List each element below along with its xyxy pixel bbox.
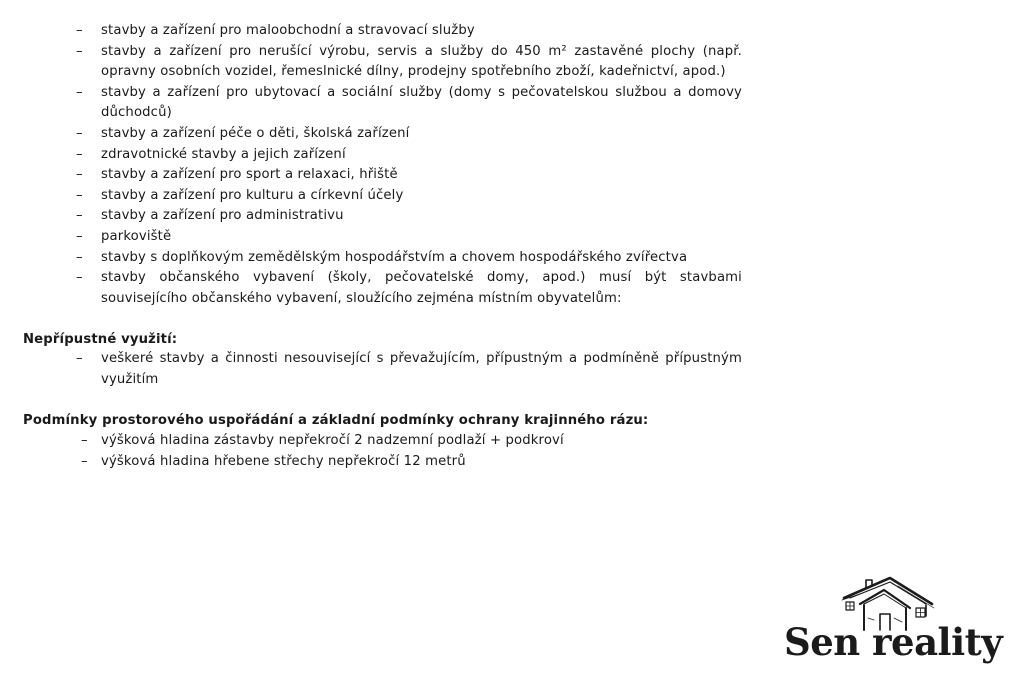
- list-item: [76, 145, 742, 166]
- list-item: [76, 349, 742, 390]
- list-item-text: stavby a zařízení pro nerušící výrobu, servis a služby do 450 m² zastavěné plochy (např. opravny osobních vozidel, řemeslnické dílny, prodejny spotřebního zboží, kadeřnictví, apod.): [101, 43, 742, 80]
- dash-bullet: –: [76, 249, 83, 265]
- list-item-text: stavby a zařízení pro maloobchodní a stravovací služby: [101, 23, 475, 38]
- sen-reality-logo: [778, 570, 1018, 676]
- list-item-text: stavby s doplňkovým zemědělským hospodářstvím a chovem hospodářského zvířectva: [101, 249, 688, 265]
- list-item: [81, 431, 742, 452]
- list-item-text: stavby občanského vybavení (školy, pečovatelské domy, apod.) musí být stavbami souvisejícího občanského vybavení, sloužícího zejména místním obyvatelům:: [101, 270, 742, 306]
- list-item: [76, 42, 742, 83]
- dash-bullet: –: [76, 351, 83, 366]
- list-item: [76, 21, 742, 42]
- section-heading-neprip: Nepřípustné využití:: [23, 332, 178, 347]
- spatial-conditions-list: [81, 431, 742, 472]
- dash-bullet: –: [76, 23, 83, 38]
- list-item: [76, 165, 742, 186]
- list-item-text: stavby a zařízení pro ubytovací a sociální služby (domy s pečovatelskou službou a domovy důchodců): [101, 84, 742, 121]
- allowed-uses-list: [76, 21, 742, 309]
- list-item: [76, 186, 742, 207]
- list-item: [76, 248, 742, 269]
- dash-bullet: –: [76, 125, 83, 141]
- dash-bullet: –: [76, 228, 83, 244]
- dash-bullet: –: [76, 187, 83, 203]
- list-item: [81, 452, 742, 473]
- list-item-text: výšková hladina zástavby nepřekročí 2 nadzemní podlaží + podkroví: [101, 433, 564, 448]
- list-item-text: stavby a zařízení pro administrativu: [101, 208, 344, 224]
- list-item: [76, 83, 742, 124]
- dash-bullet: –: [76, 146, 83, 162]
- dash-bullet: –: [76, 208, 83, 224]
- forbidden-uses-list: [76, 349, 742, 390]
- list-item-text: veškeré stavby a činnosti nesouvisející s převažujícím, přípustným a podmíněně přípustným využitím: [101, 351, 742, 387]
- list-item-text: stavby a zařízení pro kulturu a církevní účely: [101, 187, 404, 203]
- list-item: [76, 227, 742, 248]
- dash-bullet: –: [81, 453, 88, 469]
- dash-bullet: –: [81, 433, 88, 448]
- section-heading-podminky: Podmínky prostorového uspořádání a základní podmínky ochrany krajinného rázu:: [23, 413, 649, 428]
- list-item-text: parkoviště: [101, 228, 172, 244]
- dash-bullet: –: [76, 167, 83, 183]
- dash-bullet: –: [76, 270, 83, 286]
- list-item: [76, 206, 742, 227]
- dash-bullet: –: [76, 84, 83, 100]
- list-item-text: výšková hladina hřebene střechy nepřekročí 12 metrů: [101, 453, 466, 469]
- list-item-text: zdravotnické stavby a jejich zařízení: [101, 146, 346, 162]
- dash-bullet: –: [76, 43, 83, 59]
- list-item: [76, 268, 742, 309]
- logo-text: Sen reality: [784, 620, 1003, 664]
- list-item-text: stavby a zařízení pro sport a relaxaci, hřiště: [101, 167, 398, 183]
- list-item: [76, 124, 742, 145]
- list-item-text: stavby a zařízení péče o děti, školská zařízení: [101, 125, 410, 141]
